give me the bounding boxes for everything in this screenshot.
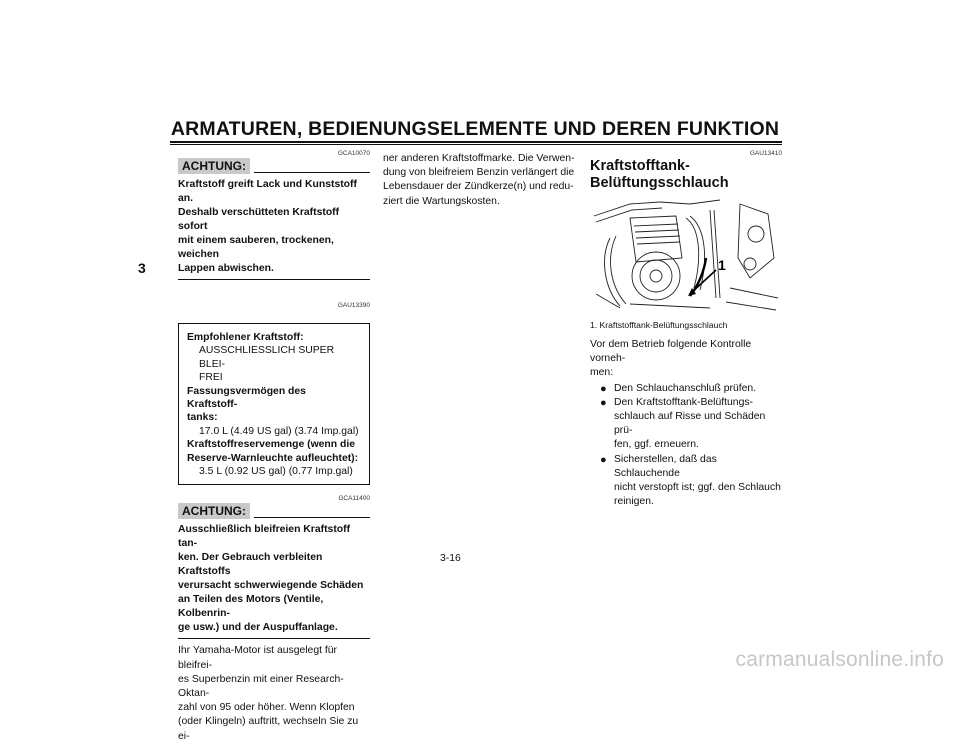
body-line: ner anderen Kraftstoffmarke. Die Verwen- — [383, 153, 575, 164]
bullet-icon: ● — [600, 382, 607, 395]
page-title: ARMATUREN, BEDIENUNGSELEMENTE UND DEREN FUNKTION — [170, 118, 780, 140]
list-item — [600, 396, 782, 453]
octane-paragraph — [178, 644, 370, 743]
watermark: carmanualsonline.info — [735, 648, 944, 671]
figure-caption: 1. Kraftstofftank-Belüftungsschlauch — [590, 320, 728, 330]
caution-line: verursacht schwerwiegende Schäden — [178, 580, 364, 592]
body-line: Lebensdauer der Zündkerze(n) und redu- — [383, 181, 574, 193]
body-line: dung von bleifreiem Benzin verlängert die — [383, 167, 575, 179]
section-title-line: Kraftstofftank- — [590, 158, 690, 174]
title-rule-thin — [170, 144, 782, 145]
body-line: Ihr Yamaha-Motor ist ausgelegt für bleifrei- — [178, 645, 338, 671]
spec-label: Kraftstoffreservemenge (wenn die — [187, 439, 356, 451]
caution-line: ken. Der Gebrauch verbleiten Kraftstoffs — [178, 552, 323, 578]
caution-line: mit einem sauberen, trockenen, weichen — [178, 235, 334, 260]
caution-line: an Teilen des Motors (Ventile, Kolbenrin- — [178, 594, 324, 620]
list-item-line: schlauch auf Risse und Schäden prü- — [614, 411, 766, 437]
list-item-line: Sicherstellen, daß das Schlauchende — [614, 453, 717, 479]
body-line: es Superbenzin mit einer Research-Oktan- — [178, 673, 344, 700]
list-item-line: Den Schlauchanschluß prüfen. — [614, 382, 757, 394]
list-item-line: nicht verstopft ist; ggf. den Schlauch — [614, 482, 781, 494]
spec-code: GAU13390 — [337, 302, 370, 309]
body-line: zahl von 95 oder höher. Wenn Klopfen — [178, 702, 355, 714]
spec-label: Reserve-Warnleuchte aufleuchtet): — [187, 452, 359, 464]
engine-figure — [590, 198, 782, 316]
caution-end-rule — [178, 279, 370, 280]
left-column — [178, 150, 370, 744]
right-column — [590, 150, 782, 509]
caution-line: Lappen abwischen. — [178, 263, 274, 274]
check-list — [600, 382, 782, 510]
section-code: GAU13410 — [749, 150, 782, 157]
list-item-line: Den Kraftstofftank-Belüftungs- — [614, 396, 753, 408]
caution-line: ge usw.) und der Auspuffanlage. — [178, 622, 338, 634]
list-item-line: fen, ggf. erneuern. — [614, 439, 699, 451]
caution-code: GCA11400 — [338, 495, 370, 503]
spec-value: 3.5 L (0.92 US gal) (0.77 Imp.gal) — [199, 466, 353, 478]
middle-column — [383, 152, 575, 209]
caution-label: ACHTUNG: — [178, 503, 250, 519]
check-intro — [590, 338, 782, 381]
fuel-spec-box — [178, 323, 370, 485]
section-title — [590, 158, 782, 192]
list-item — [600, 453, 782, 510]
list-item-line: reinigen. — [614, 496, 654, 508]
caution-end-rule — [178, 638, 370, 639]
chapter-number: 3 — [138, 260, 146, 276]
caution-header — [178, 503, 370, 519]
title-rule — [170, 141, 782, 143]
caution-label: ACHTUNG: — [178, 158, 250, 174]
list-item — [600, 382, 782, 396]
page-number: 3-16 — [440, 553, 461, 564]
body-line: men: — [590, 367, 614, 379]
spec-label: tanks: — [187, 412, 218, 424]
caution-text — [178, 178, 370, 276]
body-line: ziert die Wartungskosten. — [383, 195, 500, 207]
spec-value: 17.0 L (4.49 US gal) (3.74 Imp.gal) — [199, 425, 359, 437]
caution-line: Kraftstoff greift Lack und Kunststoff an. — [178, 179, 357, 204]
spec-value: FREI — [199, 372, 223, 384]
spec-label: Fassungsvermögen des Kraftstoff- — [187, 385, 306, 411]
caution-header — [178, 158, 370, 174]
caution-line: Ausschließlich bleifreien Kraftstoff tan- — [178, 524, 351, 550]
caution-rule — [254, 172, 370, 173]
caution-rule — [254, 517, 370, 518]
bullet-icon: ● — [600, 396, 607, 409]
caution-line: Deshalb verschütteten Kraftstoff sofort — [178, 207, 340, 232]
spec-label: Empfohlener Kraftstoff: — [187, 332, 304, 343]
body-line: (oder Klingeln) auftritt, wechseln Sie zu ei- — [178, 716, 359, 742]
caution-text — [178, 523, 370, 635]
bullet-icon: ● — [600, 453, 607, 466]
section-title-line: Belüftungsschlauch — [590, 175, 729, 191]
body-line: Vor dem Betrieb folgende Kontrolle vorneh- — [590, 339, 752, 365]
caution-code: GCA10070 — [337, 150, 370, 157]
spec-value: AUSSCHLIESSLICH SUPER BLEI- — [199, 345, 335, 370]
figure-callout: 1 — [718, 257, 726, 273]
